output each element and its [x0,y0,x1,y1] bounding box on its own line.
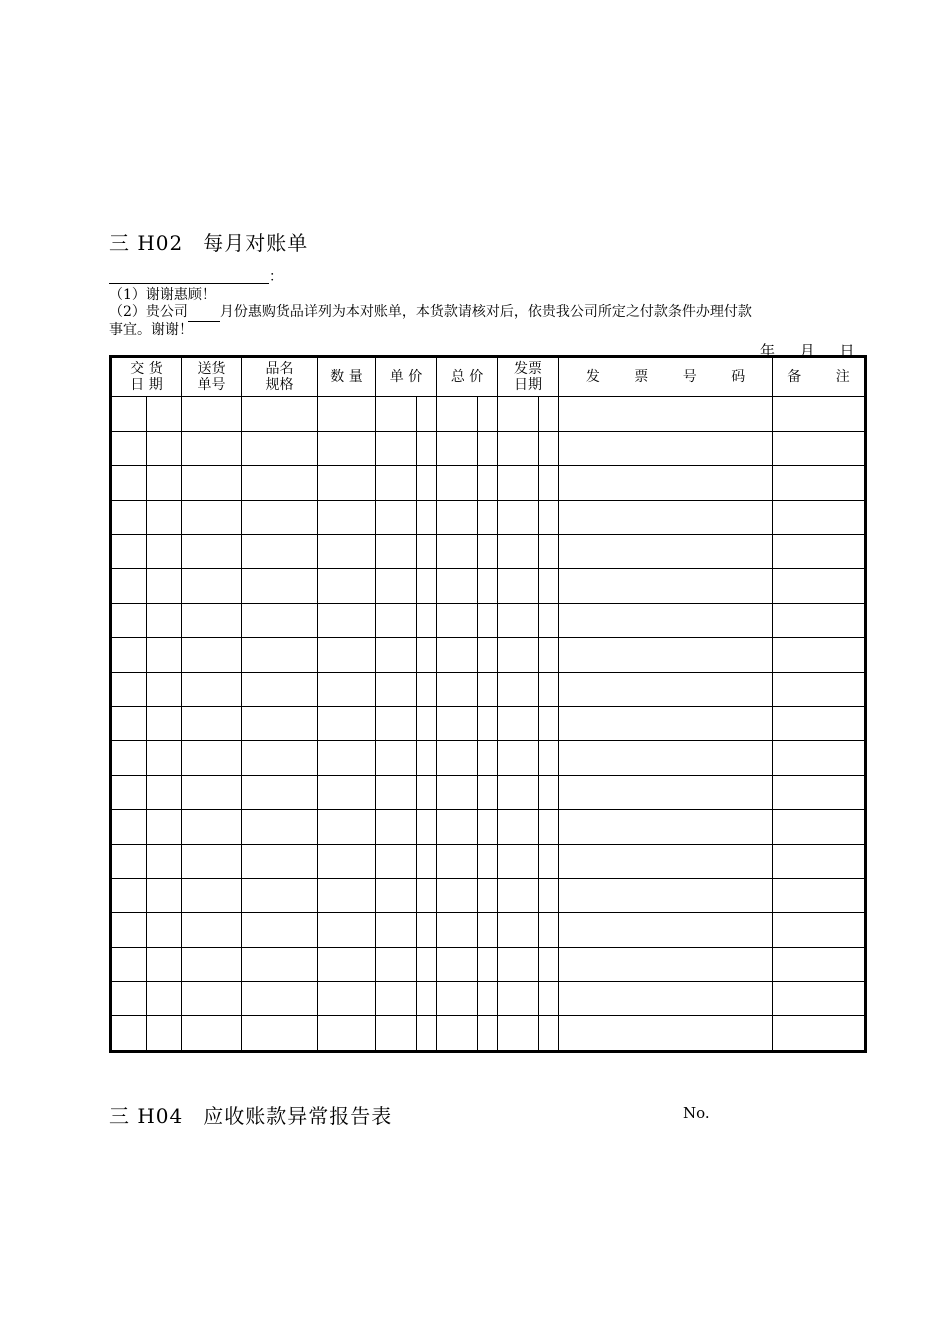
table-cell[interactable] [242,603,318,637]
table-cell[interactable] [437,466,478,500]
table-cell[interactable] [478,500,498,534]
table-row [111,535,866,569]
table-cell[interactable] [559,569,773,603]
table-cell[interactable] [559,431,773,465]
table-cell[interactable] [559,397,773,431]
table-cell[interactable] [437,947,478,981]
header-delivery-date: 交 货 日 期 [111,357,182,397]
table-cell[interactable] [478,810,498,844]
table-cell[interactable] [437,878,478,912]
table-cell[interactable] [111,913,147,947]
table-cell[interactable] [539,638,559,672]
header-total-price: 总 价 [437,357,498,397]
table-cell[interactable] [773,913,866,947]
table-cell[interactable] [182,1016,242,1052]
table-cell[interactable] [539,569,559,603]
table-cell[interactable] [417,1016,437,1052]
table-cell[interactable] [498,466,539,500]
table-cell[interactable] [539,741,559,775]
table-cell[interactable] [111,672,147,706]
table-cell[interactable] [376,397,417,431]
table-cell[interactable] [773,638,866,672]
table-cell[interactable] [111,982,147,1016]
table-cell[interactable] [773,397,866,431]
table-cell[interactable] [498,878,539,912]
table-cell[interactable] [147,982,182,1016]
table-cell[interactable] [376,878,417,912]
header-quantity: 数 量 [318,357,376,397]
table-cell[interactable] [318,603,376,637]
table-cell[interactable] [498,947,539,981]
table-cell[interactable] [376,535,417,569]
table-cell[interactable] [242,810,318,844]
table-cell[interactable] [539,913,559,947]
table-cell[interactable] [182,638,242,672]
table-cell[interactable] [182,775,242,809]
table-row [111,500,866,534]
table-cell[interactable] [773,431,866,465]
table-cell[interactable] [242,913,318,947]
table-cell[interactable] [111,603,147,637]
table-cell[interactable] [376,947,417,981]
table-cell[interactable] [242,947,318,981]
table-cell[interactable] [182,500,242,534]
recipient-blank-line [109,266,269,284]
table-cell[interactable] [242,500,318,534]
table-cell[interactable] [437,603,478,637]
table-cell[interactable] [318,500,376,534]
table-cell[interactable] [773,672,866,706]
table-cell[interactable] [147,638,182,672]
table-cell[interactable] [559,947,773,981]
table-cell[interactable] [539,397,559,431]
table-cell[interactable] [111,466,147,500]
table-row [111,913,866,947]
section-title-h04 [109,1100,392,1129]
table-cell[interactable] [417,947,437,981]
table-cell[interactable] [182,947,242,981]
table-cell[interactable] [147,535,182,569]
table-cell[interactable] [417,466,437,500]
table-cell[interactable] [318,878,376,912]
table-cell[interactable] [417,810,437,844]
table-cell[interactable] [147,569,182,603]
table-cell[interactable] [318,844,376,878]
table-cell[interactable] [478,603,498,637]
note-line-2-suffix: 月份惠购货品详列为本对账单，本货款请核对后，依贵我公司所定之付款条件办理付款 [219,304,752,320]
table-cell[interactable] [417,844,437,878]
table-cell[interactable] [539,947,559,981]
table-cell[interactable] [478,947,498,981]
table-cell[interactable] [773,500,866,534]
statement-table [109,355,867,1053]
table-cell[interactable] [478,982,498,1016]
table-cell[interactable] [318,775,376,809]
table-cell[interactable] [773,741,866,775]
table-cell[interactable] [242,706,318,740]
table-cell[interactable] [242,569,318,603]
table-cell[interactable] [559,1016,773,1052]
table-cell[interactable] [376,706,417,740]
table-cell[interactable] [376,603,417,637]
note-line-1: （1）谢谢惠顾！ [109,287,216,303]
table-cell[interactable] [318,569,376,603]
table-cell[interactable] [498,500,539,534]
table-cell[interactable] [242,638,318,672]
table-cell[interactable] [417,672,437,706]
table-cell[interactable] [182,431,242,465]
table-cell[interactable] [559,500,773,534]
table-cell[interactable] [559,638,773,672]
table-cell[interactable] [478,741,498,775]
table-cell[interactable] [773,706,866,740]
table-cell[interactable] [559,913,773,947]
table-cell[interactable] [498,913,539,947]
table-cell[interactable] [417,569,437,603]
table-cell[interactable] [318,431,376,465]
table-row [111,672,866,706]
section-title-text: 应收账款异常报告表 [203,1104,393,1128]
table-row [111,810,866,844]
table-cell[interactable] [242,466,318,500]
header-unit-price: 单 价 [376,357,437,397]
table-cell[interactable] [111,397,147,431]
table-cell[interactable] [147,947,182,981]
table-cell[interactable] [539,431,559,465]
table-cell[interactable] [498,569,539,603]
table-row [111,569,866,603]
table-cell[interactable] [773,982,866,1016]
table-cell[interactable] [498,775,539,809]
table-cell[interactable] [773,878,866,912]
table-cell[interactable] [437,982,478,1016]
table-cell[interactable] [478,535,498,569]
table-cell[interactable] [559,466,773,500]
table-row [111,982,866,1016]
table-cell[interactable] [318,1016,376,1052]
table-cell[interactable] [773,466,866,500]
table-cell[interactable] [318,638,376,672]
table-cell[interactable] [498,672,539,706]
table-cell[interactable] [111,706,147,740]
header-remarks: 备 注 [773,357,866,397]
section-title-h02 [109,227,308,256]
table-cell[interactable] [111,535,147,569]
table-cell[interactable] [242,844,318,878]
table-row [111,466,866,500]
note-line-2 [109,303,752,322]
section-code: 三 H04 [109,1104,184,1128]
table-cell[interactable] [773,535,866,569]
note-line-3: 事宜。谢谢！ [109,322,193,338]
header-delivery-no: 送货 单号 [182,357,242,397]
table-cell[interactable] [182,878,242,912]
table-cell[interactable] [437,706,478,740]
table-cell[interactable] [539,466,559,500]
table-cell[interactable] [773,569,866,603]
table-cell[interactable] [182,844,242,878]
table-cell[interactable] [147,397,182,431]
table-cell[interactable] [539,1016,559,1052]
table-cell[interactable] [478,706,498,740]
table-cell[interactable] [437,397,478,431]
table-cell[interactable] [182,603,242,637]
table-cell[interactable] [417,638,437,672]
table-cell[interactable] [318,672,376,706]
table-cell[interactable] [147,741,182,775]
table-cell[interactable] [539,982,559,1016]
table-cell[interactable] [111,500,147,534]
table-cell[interactable] [773,844,866,878]
table-cell[interactable] [559,775,773,809]
table-cell[interactable] [182,810,242,844]
table-cell[interactable] [437,844,478,878]
header-invoice-date: 发票 日期 [498,357,559,397]
table-cell[interactable] [773,603,866,637]
table-cell[interactable] [559,810,773,844]
table-cell[interactable] [478,638,498,672]
table-cell[interactable] [498,603,539,637]
table-cell[interactable] [376,500,417,534]
table-cell[interactable] [478,466,498,500]
table-cell[interactable] [559,982,773,1016]
table-row [111,431,866,465]
table-cell[interactable] [559,878,773,912]
table-cell[interactable] [111,569,147,603]
table-cell[interactable] [242,982,318,1016]
table-cell[interactable] [318,706,376,740]
table-cell[interactable] [437,569,478,603]
table-cell[interactable] [498,397,539,431]
table-cell[interactable] [182,982,242,1016]
table-cell[interactable] [539,775,559,809]
table-cell[interactable] [376,982,417,1016]
table-cell[interactable] [539,535,559,569]
table-cell[interactable] [147,1016,182,1052]
section-code: 三 H02 [109,231,184,255]
table-cell[interactable] [147,913,182,947]
table-cell[interactable] [147,466,182,500]
table-cell[interactable] [539,878,559,912]
table-cell[interactable] [498,638,539,672]
table-cell[interactable] [437,810,478,844]
section-title-text: 每月对账单 [203,231,309,255]
table-cell[interactable] [498,431,539,465]
table-cell[interactable] [437,775,478,809]
table-cell[interactable] [147,603,182,637]
table-cell[interactable] [437,638,478,672]
table-cell[interactable] [498,1016,539,1052]
table-cell[interactable] [376,810,417,844]
table-cell[interactable] [147,431,182,465]
table-row [111,947,866,981]
table-cell[interactable] [182,706,242,740]
table-row [111,706,866,740]
table-cell[interactable] [376,913,417,947]
table-cell[interactable] [111,431,147,465]
table-cell[interactable] [437,431,478,465]
table-cell[interactable] [376,569,417,603]
table-cell[interactable] [478,1016,498,1052]
table-cell[interactable] [478,431,498,465]
table-cell[interactable] [417,603,437,637]
table-cell[interactable] [417,706,437,740]
table-cell[interactable] [182,913,242,947]
table-cell[interactable] [242,397,318,431]
table-cell[interactable] [478,672,498,706]
table-cell[interactable] [182,466,242,500]
table-cell[interactable] [376,741,417,775]
table-cell[interactable] [376,1016,417,1052]
table-cell[interactable] [498,844,539,878]
table-cell[interactable] [539,672,559,706]
table-cell[interactable] [242,878,318,912]
table-cell[interactable] [498,982,539,1016]
table-cell[interactable] [318,466,376,500]
table-cell[interactable] [182,535,242,569]
table-cell[interactable] [478,569,498,603]
table-row [111,1016,866,1052]
table-cell[interactable] [318,535,376,569]
table-cell[interactable] [559,603,773,637]
table-cell[interactable] [242,741,318,775]
table-cell[interactable] [147,810,182,844]
table-cell[interactable] [437,500,478,534]
table-cell[interactable] [147,844,182,878]
table-cell[interactable] [478,844,498,878]
table-cell[interactable] [478,775,498,809]
table-cell[interactable] [111,844,147,878]
recipient-colon: ： [269,269,283,285]
table-row [111,775,866,809]
table-cell[interactable] [773,1016,866,1052]
table-cell[interactable] [111,878,147,912]
table-cell[interactable] [559,706,773,740]
table-cell[interactable] [478,913,498,947]
table-cell[interactable] [376,466,417,500]
table-cell[interactable] [539,810,559,844]
table-cell[interactable] [498,810,539,844]
table-cell[interactable] [559,672,773,706]
table-cell[interactable] [111,810,147,844]
table-cell[interactable] [182,672,242,706]
table-cell[interactable] [147,500,182,534]
table-cell[interactable] [376,638,417,672]
table-cell[interactable] [182,569,242,603]
table-cell[interactable] [242,535,318,569]
table-cell[interactable] [242,775,318,809]
table-cell[interactable] [417,535,437,569]
table-cell[interactable] [498,706,539,740]
table-cell[interactable] [437,535,478,569]
table-cell[interactable] [559,844,773,878]
table-cell[interactable] [773,810,866,844]
table-cell[interactable] [147,706,182,740]
serial-number-label: No. [683,1104,710,1122]
table-cell[interactable] [417,878,437,912]
table-cell[interactable] [318,741,376,775]
table-row [111,741,866,775]
month-blank-line [188,307,220,322]
table-cell[interactable] [559,741,773,775]
table-header-row [111,357,866,397]
table-cell[interactable] [417,397,437,431]
header-product-spec: 品名 规格 [242,357,318,397]
table-row [111,397,866,431]
table-cell[interactable] [242,431,318,465]
table-cell[interactable] [111,741,147,775]
table-cell[interactable] [478,397,498,431]
date-row: 年 月 日 [760,342,855,360]
table-cell[interactable] [417,500,437,534]
table-cell[interactable] [111,947,147,981]
table-cell[interactable] [437,1016,478,1052]
table-cell[interactable] [376,672,417,706]
table-cell[interactable] [417,913,437,947]
table-cell[interactable] [111,775,147,809]
table-row [111,603,866,637]
table-cell[interactable] [147,878,182,912]
table-row [111,844,866,878]
table-cell[interactable] [539,500,559,534]
table-row [111,638,866,672]
table-body [111,397,866,1052]
table-cell[interactable] [111,638,147,672]
table-cell[interactable] [376,844,417,878]
table-cell[interactable] [318,982,376,1016]
table-cell[interactable] [417,741,437,775]
table-cell[interactable] [147,775,182,809]
table-cell[interactable] [242,672,318,706]
table-cell[interactable] [182,397,242,431]
table-cell[interactable] [437,741,478,775]
table-cell[interactable] [111,1016,147,1052]
table-cell[interactable] [773,775,866,809]
table-cell[interactable] [376,775,417,809]
table-cell[interactable] [182,741,242,775]
table-row [111,878,866,912]
note-line-2-prefix: （2）贵公司 [109,304,188,320]
header-invoice-number: 发 票 号 码 [559,357,773,397]
table-cell[interactable] [318,913,376,947]
table-cell[interactable] [539,706,559,740]
table-cell[interactable] [417,775,437,809]
table-cell[interactable] [773,947,866,981]
table-cell[interactable] [318,397,376,431]
table-cell[interactable] [498,535,539,569]
table-cell[interactable] [318,947,376,981]
table-cell[interactable] [242,1016,318,1052]
table-cell[interactable] [539,844,559,878]
table-cell[interactable] [318,810,376,844]
table-cell[interactable] [376,431,417,465]
table-cell[interactable] [147,672,182,706]
table-cell[interactable] [539,603,559,637]
table-cell[interactable] [478,878,498,912]
table-cell[interactable] [498,741,539,775]
table-cell[interactable] [437,672,478,706]
table-cell[interactable] [417,982,437,1016]
table-cell[interactable] [437,913,478,947]
table-cell[interactable] [417,431,437,465]
table-cell[interactable] [559,535,773,569]
